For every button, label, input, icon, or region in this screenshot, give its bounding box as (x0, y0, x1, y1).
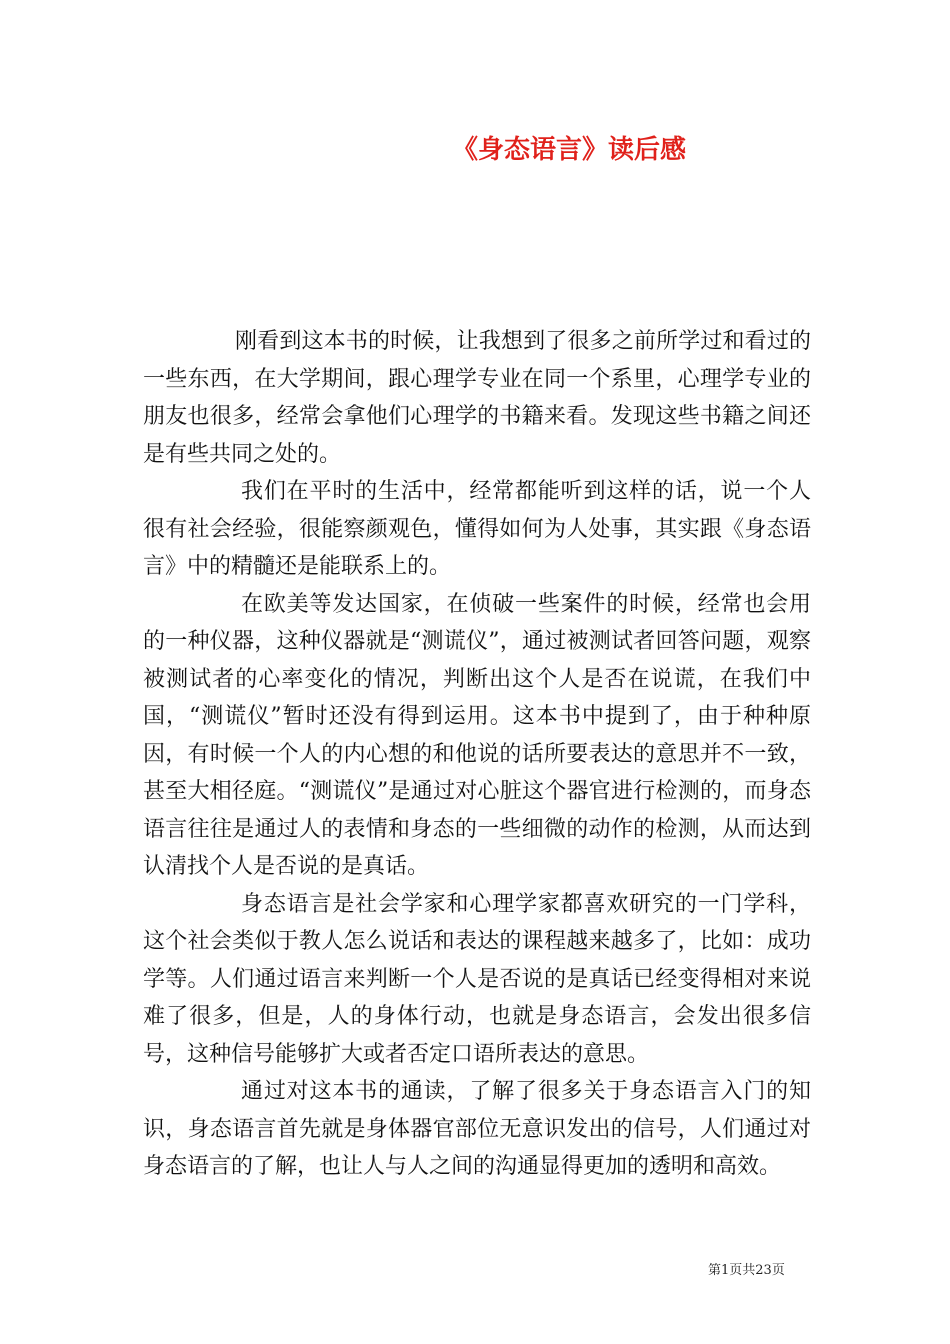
paragraph-2: 我们在平时的生活中，经常都能听到这样的话，说一个人很有社会经验，很能察颜观色，懂得如何为人处事，其实跟《身态语言》中的精髓还是能联系上的。 (143, 479, 811, 579)
page-number-footer: 第1页共23页 (708, 1263, 785, 1278)
document-title: 《身态语言》读后感 (452, 135, 687, 165)
paragraph-1: 刚看到这本书的时候，让我想到了很多之前所学过和看过的一些东西，在大学期间，跟心理学专业在同一个系里，心理学专业的朋友也很多，经常会拿他们心理学的书籍来看。发现这些书籍之间还是有些共同之处的。 (143, 329, 811, 467)
paragraph-3: 在欧美等发达国家，在侦破一些案件的时候，经常也会用的一种仪器，这种仪器就是“测谎仪”，通过被测试者回答问题，观察被测试者的心率变化的情况，判断出这个人是否在说谎，在我们中国，“测谎仪”暂时还没有得到运用。这本书中提到了，由于种种原因，有时候一个人的内心想的和他说的话所要表达的意思并不一致，甚至大相径庭。“测谎仪”是通过对心脏这个器官进行检测的，而身态语言往往是通过人的表情和身态的一些细微的动作的检测，从而达到认清找个人是否说的是真话。 (143, 591, 811, 879)
paragraph-5: 通过对这本书的通读，了解了很多关于身态语言入门的知识，身态语言首先就是身体器官部位无意识发出的信号，人们通过对身态语言的了解，也让人与人之间的沟通显得更加的透明和高效。 (143, 1079, 811, 1179)
paragraph-4: 身态语言是社会学家和心理学家都喜欢研究的一门学科，这个社会类似于教人怎么说话和表达的课程越来越多了，比如：成功学等。人们通过语言来判断一个人是否说的是真话已经变得相对来说难了很多，但是，人的身体行动，也就是身态语言，会发出很多信号，这种信号能够扩大或者否定口语所表达的意思。 (143, 891, 811, 1067)
document-body (143, 323, 811, 1186)
